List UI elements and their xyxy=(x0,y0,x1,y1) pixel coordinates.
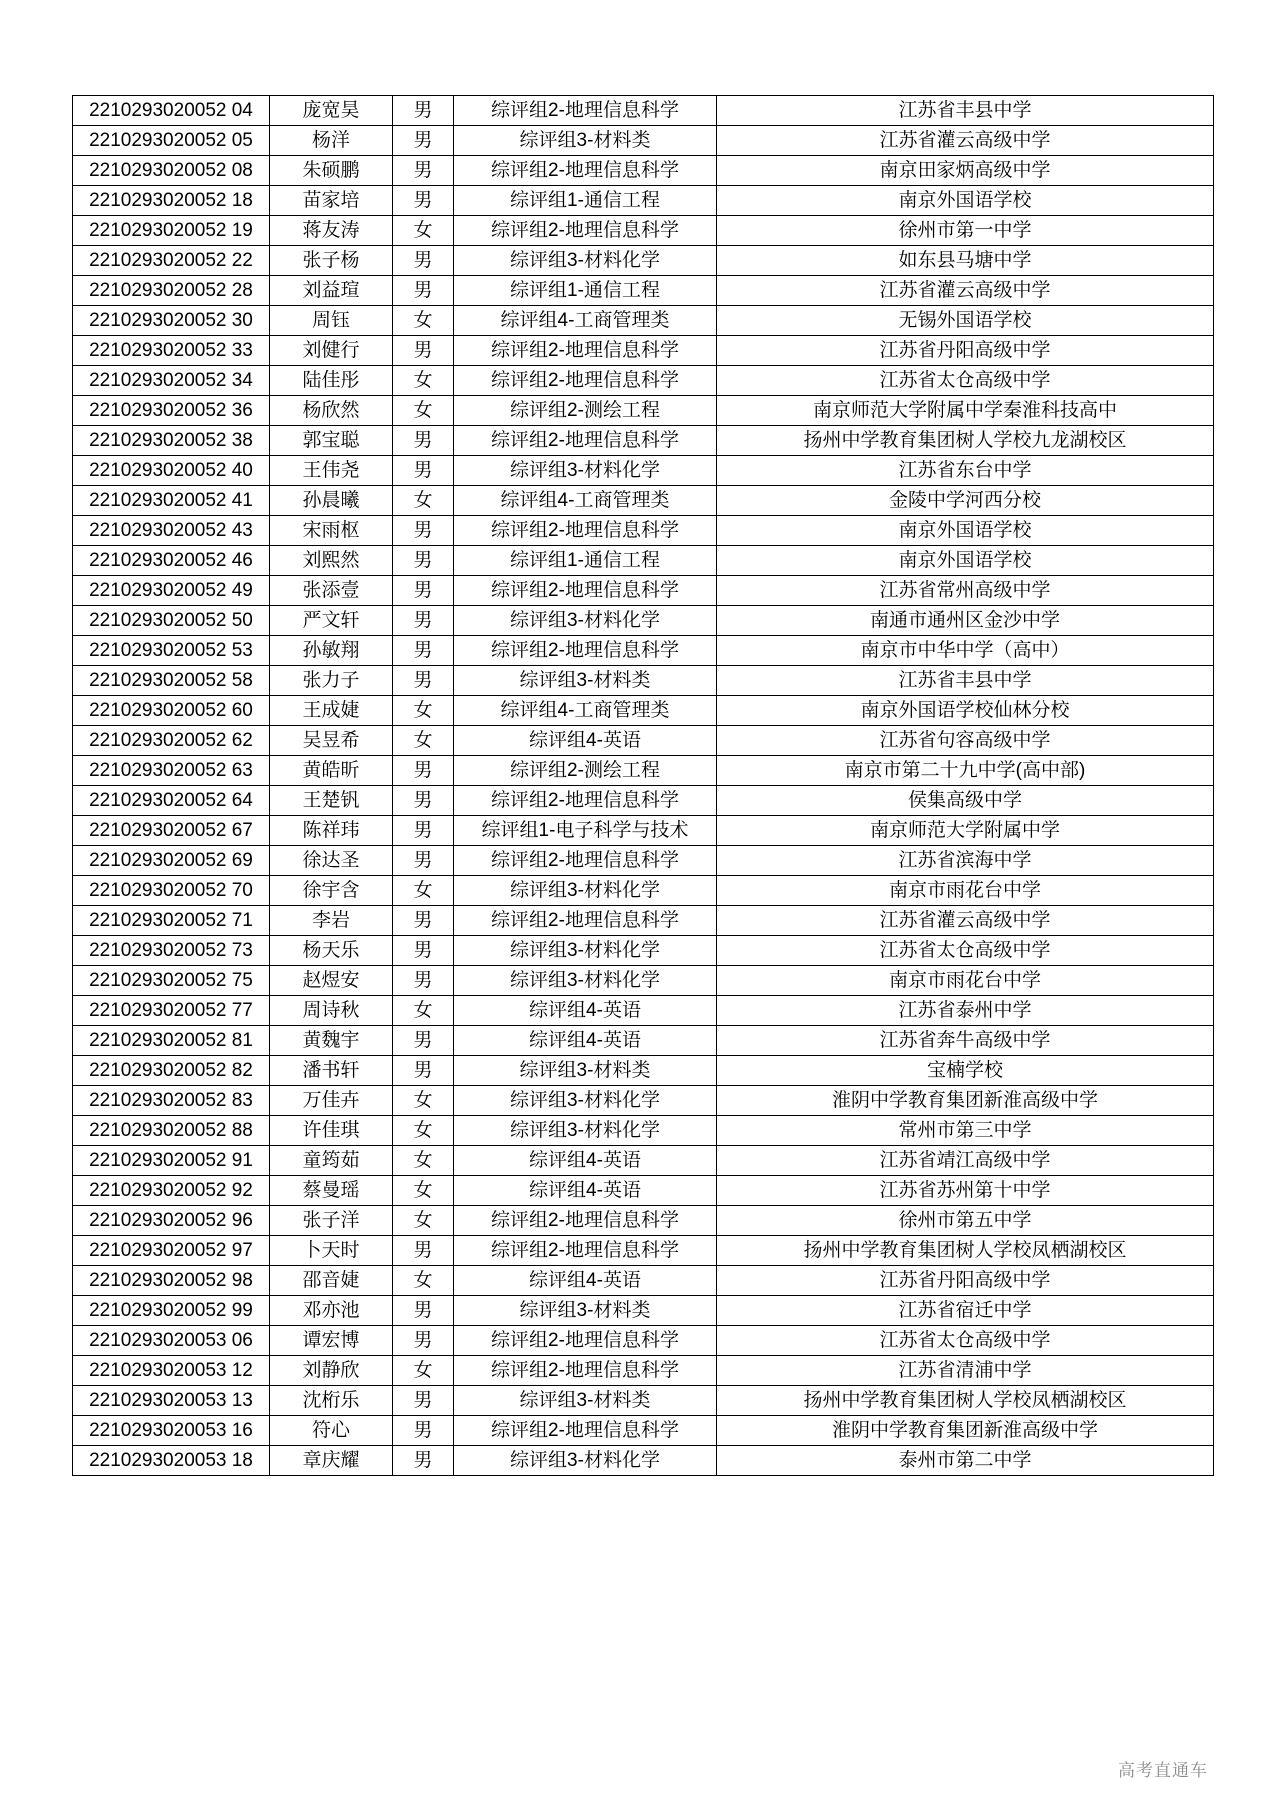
cell-school: 江苏省清浦中学 xyxy=(717,1356,1214,1386)
cell-school: 南京外国语学校 xyxy=(717,186,1214,216)
table-row xyxy=(73,1386,1214,1416)
candidate-roster-table xyxy=(72,95,1214,1476)
cell-group: 综评组2-地理信息科学 xyxy=(454,216,717,246)
table-row xyxy=(73,1026,1214,1056)
cell-group: 综评组4-英语 xyxy=(454,726,717,756)
cell-sex: 男 xyxy=(393,246,454,276)
cell-group: 综评组3-材料类 xyxy=(454,666,717,696)
cell-sex: 男 xyxy=(393,576,454,606)
cell-school: 江苏省太仓高级中学 xyxy=(717,366,1214,396)
cell-group: 综评组2-地理信息科学 xyxy=(454,1206,717,1236)
cell-candidate-id: 2210293020052 34 xyxy=(73,366,270,396)
cell-school: 江苏省宿迁中学 xyxy=(717,1296,1214,1326)
table-row xyxy=(73,1206,1214,1236)
cell-school: 如东县马塘中学 xyxy=(717,246,1214,276)
cell-school: 南京市第二十九中学(高中部) xyxy=(717,756,1214,786)
cell-sex: 男 xyxy=(393,606,454,636)
cell-group: 综评组3-材料化学 xyxy=(454,966,717,996)
table-row xyxy=(73,396,1214,426)
cell-sex: 男 xyxy=(393,336,454,366)
cell-name: 王楚钒 xyxy=(270,786,393,816)
cell-sex: 女 xyxy=(393,1356,454,1386)
cell-school: 南京市雨花台中学 xyxy=(717,876,1214,906)
cell-candidate-id: 2210293020052 99 xyxy=(73,1296,270,1326)
cell-name: 孙敏翔 xyxy=(270,636,393,666)
cell-name: 朱硕鹏 xyxy=(270,156,393,186)
table-row xyxy=(73,906,1214,936)
cell-name: 杨欣然 xyxy=(270,396,393,426)
cell-group: 综评组2-地理信息科学 xyxy=(454,906,717,936)
cell-school: 南京市中华中学（高中） xyxy=(717,636,1214,666)
cell-sex: 女 xyxy=(393,396,454,426)
table-row xyxy=(73,996,1214,1026)
cell-group: 综评组4-工商管理类 xyxy=(454,306,717,336)
cell-name: 沈桁乐 xyxy=(270,1386,393,1416)
cell-name: 刘益瑄 xyxy=(270,276,393,306)
cell-group: 综评组3-材料化学 xyxy=(454,936,717,966)
cell-sex: 男 xyxy=(393,456,454,486)
table-row xyxy=(73,306,1214,336)
table-row xyxy=(73,186,1214,216)
cell-group: 综评组1-通信工程 xyxy=(454,276,717,306)
cell-school: 江苏省灌云高级中学 xyxy=(717,276,1214,306)
cell-sex: 男 xyxy=(393,186,454,216)
cell-candidate-id: 2210293020052 50 xyxy=(73,606,270,636)
cell-school: 无锡外国语学校 xyxy=(717,306,1214,336)
cell-name: 黄魏宇 xyxy=(270,1026,393,1056)
cell-candidate-id: 2210293020052 22 xyxy=(73,246,270,276)
cell-group: 综评组3-材料化学 xyxy=(454,1116,717,1146)
cell-school: 徐州市第一中学 xyxy=(717,216,1214,246)
cell-sex: 女 xyxy=(393,1116,454,1146)
cell-school: 江苏省泰州中学 xyxy=(717,996,1214,1026)
cell-name: 符心 xyxy=(270,1416,393,1446)
cell-candidate-id: 2210293020052 43 xyxy=(73,516,270,546)
table-row xyxy=(73,636,1214,666)
cell-sex: 男 xyxy=(393,1236,454,1266)
cell-sex: 女 xyxy=(393,1146,454,1176)
cell-school: 金陵中学河西分校 xyxy=(717,486,1214,516)
table-row xyxy=(73,276,1214,306)
cell-name: 张子杨 xyxy=(270,246,393,276)
cell-group: 综评组4-英语 xyxy=(454,996,717,1026)
cell-school: 南京外国语学校 xyxy=(717,546,1214,576)
table-row xyxy=(73,1056,1214,1086)
cell-sex: 女 xyxy=(393,876,454,906)
footer-watermark: 高考直通车 xyxy=(1118,1761,1208,1780)
cell-sex: 男 xyxy=(393,1296,454,1326)
cell-group: 综评组3-材料化学 xyxy=(454,1446,717,1476)
cell-candidate-id: 2210293020052 71 xyxy=(73,906,270,936)
table-row xyxy=(73,546,1214,576)
cell-name: 郭宝聪 xyxy=(270,426,393,456)
cell-candidate-id: 2210293020052 49 xyxy=(73,576,270,606)
cell-school: 江苏省靖江高级中学 xyxy=(717,1146,1214,1176)
cell-name: 陈祥玮 xyxy=(270,816,393,846)
cell-candidate-id: 2210293020053 13 xyxy=(73,1386,270,1416)
cell-group: 综评组3-材料类 xyxy=(454,1056,717,1086)
cell-group: 综评组2-地理信息科学 xyxy=(454,846,717,876)
cell-candidate-id: 2210293020052 41 xyxy=(73,486,270,516)
cell-sex: 男 xyxy=(393,1326,454,1356)
cell-group: 综评组3-材料化学 xyxy=(454,456,717,486)
cell-candidate-id: 2210293020052 70 xyxy=(73,876,270,906)
cell-name: 严文轩 xyxy=(270,606,393,636)
cell-group: 综评组3-材料类 xyxy=(454,1296,717,1326)
cell-name: 杨洋 xyxy=(270,126,393,156)
cell-school: 江苏省太仓高级中学 xyxy=(717,1326,1214,1356)
cell-name: 苗家培 xyxy=(270,186,393,216)
cell-name: 谭宏博 xyxy=(270,1326,393,1356)
cell-candidate-id: 2210293020052 30 xyxy=(73,306,270,336)
table-row xyxy=(73,126,1214,156)
cell-group: 综评组4-英语 xyxy=(454,1266,717,1296)
table-row xyxy=(73,456,1214,486)
cell-name: 黄皓昕 xyxy=(270,756,393,786)
cell-sex: 男 xyxy=(393,276,454,306)
cell-group: 综评组2-测绘工程 xyxy=(454,756,717,786)
cell-sex: 女 xyxy=(393,726,454,756)
cell-school: 江苏省灌云高级中学 xyxy=(717,906,1214,936)
cell-candidate-id: 2210293020052 63 xyxy=(73,756,270,786)
cell-group: 综评组2-地理信息科学 xyxy=(454,576,717,606)
table-row xyxy=(73,936,1214,966)
cell-candidate-id: 2210293020052 36 xyxy=(73,396,270,426)
table-row xyxy=(73,246,1214,276)
cell-school: 江苏省丹阳高级中学 xyxy=(717,1266,1214,1296)
cell-sex: 女 xyxy=(393,216,454,246)
table-row xyxy=(73,516,1214,546)
cell-school: 江苏省灌云高级中学 xyxy=(717,126,1214,156)
cell-name: 王伟尧 xyxy=(270,456,393,486)
cell-sex: 男 xyxy=(393,816,454,846)
table-row xyxy=(73,606,1214,636)
cell-group: 综评组2-地理信息科学 xyxy=(454,516,717,546)
cell-school: 南京田家炳高级中学 xyxy=(717,156,1214,186)
cell-group: 综评组2-地理信息科学 xyxy=(454,426,717,456)
cell-sex: 男 xyxy=(393,666,454,696)
cell-candidate-id: 2210293020052 08 xyxy=(73,156,270,186)
cell-candidate-id: 2210293020052 81 xyxy=(73,1026,270,1056)
cell-sex: 男 xyxy=(393,1026,454,1056)
cell-group: 综评组2-地理信息科学 xyxy=(454,156,717,186)
cell-candidate-id: 2210293020052 83 xyxy=(73,1086,270,1116)
cell-candidate-id: 2210293020053 16 xyxy=(73,1416,270,1446)
cell-sex: 男 xyxy=(393,96,454,126)
cell-name: 童筠茹 xyxy=(270,1146,393,1176)
cell-group: 综评组1-电子科学与技术 xyxy=(454,816,717,846)
cell-candidate-id: 2210293020053 18 xyxy=(73,1446,270,1476)
cell-candidate-id: 2210293020052 28 xyxy=(73,276,270,306)
cell-sex: 男 xyxy=(393,756,454,786)
cell-candidate-id: 2210293020052 69 xyxy=(73,846,270,876)
table-row xyxy=(73,156,1214,186)
cell-candidate-id: 2210293020053 06 xyxy=(73,1326,270,1356)
table-row xyxy=(73,1116,1214,1146)
cell-sex: 男 xyxy=(393,636,454,666)
cell-sex: 男 xyxy=(393,1416,454,1446)
cell-name: 张力子 xyxy=(270,666,393,696)
cell-group: 综评组2-地理信息科学 xyxy=(454,336,717,366)
cell-name: 刘健行 xyxy=(270,336,393,366)
table-row xyxy=(73,96,1214,126)
cell-candidate-id: 2210293020052 97 xyxy=(73,1236,270,1266)
cell-sex: 男 xyxy=(393,516,454,546)
table-row xyxy=(73,1356,1214,1386)
cell-candidate-id: 2210293020052 33 xyxy=(73,336,270,366)
table-row xyxy=(73,1446,1214,1476)
table-row xyxy=(73,876,1214,906)
cell-candidate-id: 2210293020053 12 xyxy=(73,1356,270,1386)
cell-candidate-id: 2210293020052 62 xyxy=(73,726,270,756)
cell-name: 庞宽昊 xyxy=(270,96,393,126)
cell-group: 综评组2-地理信息科学 xyxy=(454,1416,717,1446)
cell-sex: 男 xyxy=(393,1056,454,1086)
cell-sex: 女 xyxy=(393,996,454,1026)
cell-sex: 女 xyxy=(393,1086,454,1116)
cell-school: 徐州市第五中学 xyxy=(717,1206,1214,1236)
table-row xyxy=(73,336,1214,366)
cell-group: 综评组1-通信工程 xyxy=(454,186,717,216)
cell-school: 南京市雨花台中学 xyxy=(717,966,1214,996)
cell-school: 泰州市第二中学 xyxy=(717,1446,1214,1476)
cell-sex: 男 xyxy=(393,126,454,156)
table-row xyxy=(73,1416,1214,1446)
cell-name: 赵煜安 xyxy=(270,966,393,996)
cell-name: 潘书轩 xyxy=(270,1056,393,1086)
table-row xyxy=(73,486,1214,516)
cell-name: 章庆耀 xyxy=(270,1446,393,1476)
table-row xyxy=(73,1146,1214,1176)
cell-name: 宋雨枢 xyxy=(270,516,393,546)
cell-group: 综评组2-地理信息科学 xyxy=(454,1326,717,1356)
cell-school: 扬州中学教育集团树人学校凤栖湖校区 xyxy=(717,1386,1214,1416)
cell-school: 南京师范大学附属中学 xyxy=(717,816,1214,846)
cell-school: 江苏省句容高级中学 xyxy=(717,726,1214,756)
cell-name: 蔡曼瑶 xyxy=(270,1176,393,1206)
cell-candidate-id: 2210293020052 46 xyxy=(73,546,270,576)
cell-name: 卜天时 xyxy=(270,1236,393,1266)
cell-school: 江苏省滨海中学 xyxy=(717,846,1214,876)
cell-group: 综评组3-材料化学 xyxy=(454,246,717,276)
table-row xyxy=(73,426,1214,456)
cell-school: 常州市第三中学 xyxy=(717,1116,1214,1146)
table-row xyxy=(73,666,1214,696)
table-row xyxy=(73,1326,1214,1356)
cell-sex: 男 xyxy=(393,1386,454,1416)
cell-sex: 男 xyxy=(393,546,454,576)
cell-candidate-id: 2210293020052 98 xyxy=(73,1266,270,1296)
cell-group: 综评组4-工商管理类 xyxy=(454,486,717,516)
table-row xyxy=(73,576,1214,606)
cell-group: 综评组2-地理信息科学 xyxy=(454,96,717,126)
cell-group: 综评组1-通信工程 xyxy=(454,546,717,576)
cell-name: 许佳琪 xyxy=(270,1116,393,1146)
cell-group: 综评组4-工商管理类 xyxy=(454,696,717,726)
cell-name: 吴昱希 xyxy=(270,726,393,756)
cell-school: 江苏省太仓高级中学 xyxy=(717,936,1214,966)
cell-group: 综评组4-英语 xyxy=(454,1146,717,1176)
cell-school: 南京外国语学校 xyxy=(717,516,1214,546)
cell-school: 江苏省丹阳高级中学 xyxy=(717,336,1214,366)
table-row xyxy=(73,1236,1214,1266)
cell-school: 江苏省东台中学 xyxy=(717,456,1214,486)
table-row xyxy=(73,966,1214,996)
cell-sex: 女 xyxy=(393,366,454,396)
cell-candidate-id: 2210293020052 40 xyxy=(73,456,270,486)
cell-name: 张添壹 xyxy=(270,576,393,606)
cell-name: 刘静欣 xyxy=(270,1356,393,1386)
cell-candidate-id: 2210293020052 05 xyxy=(73,126,270,156)
cell-group: 综评组4-英语 xyxy=(454,1176,717,1206)
cell-candidate-id: 2210293020052 75 xyxy=(73,966,270,996)
table-row xyxy=(73,1176,1214,1206)
cell-school: 江苏省苏州第十中学 xyxy=(717,1176,1214,1206)
cell-sex: 女 xyxy=(393,1206,454,1236)
cell-sex: 男 xyxy=(393,786,454,816)
cell-group: 综评组2-地理信息科学 xyxy=(454,786,717,816)
table-row xyxy=(73,366,1214,396)
cell-sex: 男 xyxy=(393,966,454,996)
cell-sex: 男 xyxy=(393,936,454,966)
table-row xyxy=(73,726,1214,756)
table-row xyxy=(73,1266,1214,1296)
cell-group: 综评组2-地理信息科学 xyxy=(454,1236,717,1266)
cell-candidate-id: 2210293020052 92 xyxy=(73,1176,270,1206)
cell-candidate-id: 2210293020052 18 xyxy=(73,186,270,216)
cell-name: 邵音婕 xyxy=(270,1266,393,1296)
cell-candidate-id: 2210293020052 38 xyxy=(73,426,270,456)
cell-school: 侯集高级中学 xyxy=(717,786,1214,816)
cell-school: 淮阴中学教育集团新淮高级中学 xyxy=(717,1416,1214,1446)
cell-sex: 女 xyxy=(393,486,454,516)
cell-candidate-id: 2210293020052 88 xyxy=(73,1116,270,1146)
cell-candidate-id: 2210293020052 73 xyxy=(73,936,270,966)
cell-group: 综评组3-材料类 xyxy=(454,1386,717,1416)
cell-school: 淮阴中学教育集团新淮高级中学 xyxy=(717,1086,1214,1116)
table-row xyxy=(73,1086,1214,1116)
cell-name: 周诗秋 xyxy=(270,996,393,1026)
cell-candidate-id: 2210293020052 64 xyxy=(73,786,270,816)
table-row xyxy=(73,846,1214,876)
cell-group: 综评组4-英语 xyxy=(454,1026,717,1056)
cell-school: 南京师范大学附属中学秦淮科技高中 xyxy=(717,396,1214,426)
cell-candidate-id: 2210293020052 58 xyxy=(73,666,270,696)
cell-school: 江苏省奔牛高级中学 xyxy=(717,1026,1214,1056)
cell-name: 刘熙然 xyxy=(270,546,393,576)
cell-sex: 女 xyxy=(393,696,454,726)
cell-sex: 男 xyxy=(393,156,454,186)
cell-school: 宝楠学校 xyxy=(717,1056,1214,1086)
table-row xyxy=(73,216,1214,246)
cell-school: 南京外国语学校仙林分校 xyxy=(717,696,1214,726)
cell-candidate-id: 2210293020052 96 xyxy=(73,1206,270,1236)
cell-name: 徐达圣 xyxy=(270,846,393,876)
cell-name: 李岩 xyxy=(270,906,393,936)
cell-sex: 女 xyxy=(393,1266,454,1296)
cell-school: 扬州中学教育集团树人学校凤栖湖校区 xyxy=(717,1236,1214,1266)
cell-group: 综评组2-地理信息科学 xyxy=(454,1356,717,1386)
cell-sex: 女 xyxy=(393,306,454,336)
cell-candidate-id: 2210293020052 91 xyxy=(73,1146,270,1176)
cell-sex: 男 xyxy=(393,426,454,456)
cell-group: 综评组2-地理信息科学 xyxy=(454,636,717,666)
cell-name: 王成婕 xyxy=(270,696,393,726)
cell-candidate-id: 2210293020052 60 xyxy=(73,696,270,726)
cell-group: 综评组2-测绘工程 xyxy=(454,396,717,426)
cell-name: 万佳卉 xyxy=(270,1086,393,1116)
cell-candidate-id: 2210293020052 67 xyxy=(73,816,270,846)
cell-name: 邓亦池 xyxy=(270,1296,393,1326)
cell-name: 周钰 xyxy=(270,306,393,336)
cell-sex: 男 xyxy=(393,906,454,936)
table-row xyxy=(73,1296,1214,1326)
cell-school: 扬州中学教育集团树人学校九龙湖校区 xyxy=(717,426,1214,456)
cell-name: 杨天乐 xyxy=(270,936,393,966)
table-row xyxy=(73,786,1214,816)
cell-school: 江苏省丰县中学 xyxy=(717,666,1214,696)
cell-candidate-id: 2210293020052 04 xyxy=(73,96,270,126)
cell-group: 综评组3-材料化学 xyxy=(454,1086,717,1116)
cell-candidate-id: 2210293020052 82 xyxy=(73,1056,270,1086)
cell-name: 陆佳彤 xyxy=(270,366,393,396)
cell-name: 蒋友涛 xyxy=(270,216,393,246)
cell-candidate-id: 2210293020052 77 xyxy=(73,996,270,1026)
table-row xyxy=(73,756,1214,786)
cell-group: 综评组2-地理信息科学 xyxy=(454,366,717,396)
cell-name: 张子洋 xyxy=(270,1206,393,1236)
cell-school: 南通市通州区金沙中学 xyxy=(717,606,1214,636)
cell-candidate-id: 2210293020052 53 xyxy=(73,636,270,666)
table-row xyxy=(73,816,1214,846)
cell-school: 江苏省丰县中学 xyxy=(717,96,1214,126)
cell-name: 孙晨曦 xyxy=(270,486,393,516)
cell-sex: 男 xyxy=(393,1446,454,1476)
cell-group: 综评组3-材料类 xyxy=(454,126,717,156)
cell-group: 综评组3-材料化学 xyxy=(454,876,717,906)
cell-sex: 女 xyxy=(393,1176,454,1206)
table-row xyxy=(73,696,1214,726)
cell-school: 江苏省常州高级中学 xyxy=(717,576,1214,606)
cell-candidate-id: 2210293020052 19 xyxy=(73,216,270,246)
cell-sex: 男 xyxy=(393,846,454,876)
cell-group: 综评组3-材料化学 xyxy=(454,606,717,636)
cell-name: 徐宇含 xyxy=(270,876,393,906)
